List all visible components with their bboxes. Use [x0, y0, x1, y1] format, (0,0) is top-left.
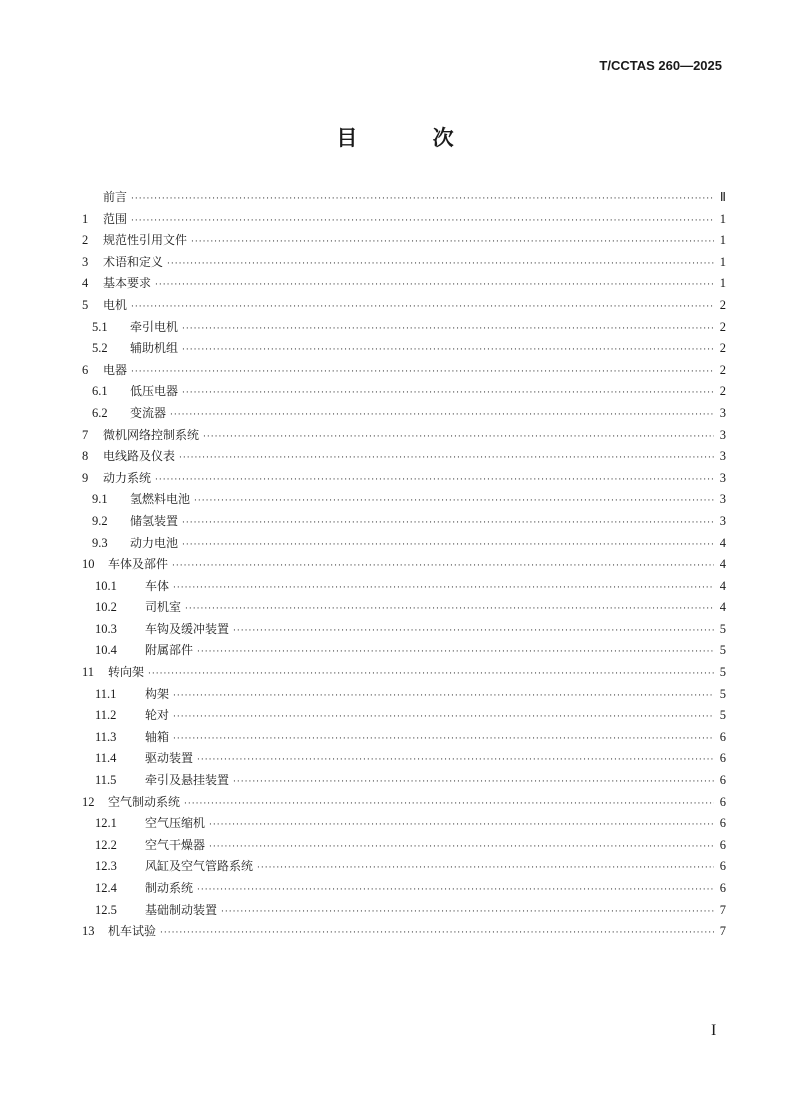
toc-entry-page: 6 [719, 773, 726, 788]
toc-entry[interactable] [82, 576, 726, 598]
toc-entry-title: 司机室 [145, 600, 182, 615]
toc-entry-page: 5 [719, 621, 726, 636]
toc-entry-number: 11 [82, 665, 95, 680]
toc-entry-page: 6 [719, 837, 726, 852]
toc-entry[interactable] [82, 425, 726, 447]
toc-entry-title: 电线路及仪表 [103, 449, 176, 464]
toc-entry-page: 6 [719, 859, 726, 874]
dot-leader [182, 383, 714, 405]
toc-entry[interactable] [82, 792, 726, 814]
toc-entry-page: Ⅱ [719, 190, 726, 204]
toc-entry-number: 12.2 [95, 837, 117, 852]
toc-entry-number: 12.1 [95, 816, 117, 831]
toc-entry-number: 10.3 [95, 621, 117, 636]
toc-entry-number: 5.2 [92, 341, 108, 356]
toc-entry-title: 低压电器 [130, 384, 179, 399]
toc-entry-number: 5 [82, 297, 89, 312]
dot-leader [131, 297, 714, 319]
toc-entry-page: 1 [719, 233, 726, 248]
toc-entry[interactable] [82, 381, 726, 403]
table-of-contents [82, 187, 726, 943]
dot-leader [173, 578, 714, 600]
toc-entry-title: 转向架 [108, 665, 145, 680]
toc-entry-page: 5 [719, 686, 726, 701]
toc-entry-number: 3 [82, 254, 89, 269]
toc-entry-page: 2 [719, 384, 726, 399]
toc-entry-number: 1 [82, 211, 89, 226]
toc-entry-title: 空气压缩机 [145, 816, 206, 831]
toc-entry[interactable] [82, 489, 726, 511]
toc-entry-number: 12 [82, 794, 95, 809]
toc-entry-number: 11.2 [95, 708, 117, 723]
dot-leader [155, 275, 714, 297]
toc-entry-title: 空气制动系统 [108, 794, 181, 809]
toc-entry[interactable] [82, 900, 726, 922]
dot-leader [209, 837, 714, 859]
toc-entry-number: 6.2 [92, 405, 108, 420]
toc-entry[interactable] [82, 770, 726, 792]
dot-leader [182, 319, 714, 341]
toc-entry-title: 牵引及悬挂装置 [145, 773, 230, 788]
toc-entry-title: 储氢装置 [130, 513, 179, 528]
dot-leader [167, 254, 714, 276]
toc-entry-number: 11.4 [95, 751, 117, 766]
toc-entry-number: 9 [82, 470, 89, 485]
dot-leader [197, 750, 714, 772]
dot-leader [131, 211, 714, 233]
toc-entry-title: 前言 [103, 190, 128, 204]
toc-entry-title: 车钩及缓冲装置 [145, 621, 230, 636]
toc-entry[interactable] [82, 856, 726, 878]
toc-entry-title: 氢燃料电池 [130, 492, 191, 507]
dot-leader [257, 858, 714, 880]
toc-entry[interactable] [82, 533, 726, 555]
toc-entry[interactable] [82, 295, 726, 317]
toc-entry[interactable] [82, 813, 726, 835]
dot-leader [233, 772, 714, 794]
toc-entry[interactable] [82, 662, 726, 684]
toc-entry-title: 规范性引用文件 [103, 233, 188, 248]
toc-entry[interactable] [82, 209, 726, 231]
toc-entry-page: 2 [719, 319, 726, 334]
toc-entry-number: 10.2 [95, 600, 117, 615]
toc-entry-page: 5 [719, 643, 726, 658]
toc-entry-page: 6 [719, 794, 726, 809]
toc-entry-number: 6 [82, 362, 89, 377]
toc-entry-title: 变流器 [130, 405, 167, 420]
toc-entry-page: 3 [719, 470, 726, 485]
toc-entry-number: 12.3 [95, 859, 117, 874]
toc-entry-page: 5 [719, 665, 726, 680]
toc-entry[interactable] [82, 360, 726, 382]
toc-entry-title: 机车试验 [108, 924, 157, 939]
page-number: I [711, 1022, 717, 1039]
dot-leader [173, 707, 714, 729]
toc-entry-title: 微机网络控制系统 [103, 427, 200, 442]
dot-leader [233, 621, 714, 643]
toc-entry[interactable] [82, 727, 726, 749]
dot-leader [173, 686, 714, 708]
toc-entry-page: 3 [719, 449, 726, 464]
toc-entry[interactable] [82, 252, 726, 274]
toc-entry[interactable] [82, 511, 726, 533]
toc-entry-page: 6 [719, 729, 726, 744]
toc-entry[interactable] [82, 338, 726, 360]
standard-number: T/CCTAS 260—2025 [599, 58, 722, 73]
toc-entry-page: 4 [719, 535, 726, 550]
toc-entry[interactable] [82, 446, 726, 468]
toc-entry-title: 轮对 [145, 708, 170, 723]
dot-leader [182, 513, 714, 535]
toc-entry-title: 附属部件 [145, 643, 194, 658]
toc-entry-page: 2 [719, 341, 726, 356]
dot-leader [131, 189, 714, 211]
toc-entry-page: 2 [719, 297, 726, 312]
toc-entry-title: 牵引电机 [130, 319, 179, 334]
dot-leader [185, 599, 714, 621]
toc-entry-page: 4 [719, 578, 726, 593]
toc-entry[interactable] [82, 878, 726, 900]
toc-entry[interactable] [82, 597, 726, 619]
toc-entry[interactable] [82, 187, 726, 209]
toc-entry[interactable] [82, 273, 726, 295]
toc-entry-number: 4 [82, 276, 89, 291]
toc-entry-number: 12.5 [95, 902, 117, 917]
toc-entry-number: 5.1 [92, 319, 108, 334]
toc-entry[interactable] [82, 317, 726, 339]
toc-entry-page: 1 [719, 254, 726, 269]
toc-entry[interactable] [82, 921, 726, 943]
dot-leader [203, 427, 714, 449]
toc-entry-number: 2 [82, 233, 89, 248]
toc-entry[interactable] [82, 640, 726, 662]
toc-entry-number: 9.1 [92, 492, 108, 507]
toc-entry-title: 基本要求 [103, 276, 152, 291]
dot-leader [221, 902, 714, 924]
toc-entry-title: 车体 [145, 578, 170, 593]
toc-entry[interactable] [82, 403, 726, 425]
toc-entry-title: 范围 [103, 211, 128, 226]
toc-entry-page: 4 [719, 600, 726, 615]
toc-entry-title: 构架 [145, 686, 170, 701]
dot-leader [184, 794, 714, 816]
dot-leader [194, 491, 714, 513]
toc-entry-number: 10 [82, 557, 95, 572]
toc-entry-title: 制动系统 [145, 881, 194, 895]
toc-entry-number: 9.2 [92, 513, 108, 528]
toc-entry-number: 7 [82, 427, 89, 442]
toc-entry-title: 电器 [103, 362, 128, 377]
toc-entry[interactable] [82, 468, 726, 490]
toc-entry[interactable] [82, 684, 726, 706]
toc-entry[interactable] [82, 554, 726, 576]
toc-entry-page: 3 [719, 405, 726, 420]
dot-leader [155, 470, 714, 492]
dot-leader [148, 664, 714, 686]
dot-leader [182, 340, 714, 362]
toc-entry-page: 7 [719, 924, 726, 939]
toc-entry-page: 5 [719, 708, 726, 723]
toc-entry-number: 10.4 [95, 643, 117, 658]
toc-entry-page: 4 [719, 557, 726, 572]
toc-entry-title: 辅助机组 [130, 341, 179, 356]
toc-entry-title: 基础制动装置 [145, 902, 218, 917]
toc-entry-title: 动力电池 [130, 535, 179, 550]
toc-entry-page: 3 [719, 513, 726, 528]
dot-leader [209, 815, 714, 837]
dot-leader [172, 556, 714, 578]
toc-entry-page: 6 [719, 751, 726, 766]
toc-entry-number: 11.1 [95, 686, 117, 701]
toc-entry[interactable] [82, 705, 726, 727]
toc-entry-page: 6 [719, 816, 726, 831]
toc-entry-page: 6 [719, 881, 726, 895]
toc-entry-title: 车体及部件 [108, 557, 169, 572]
toc-entry-title: 电机 [103, 297, 128, 312]
toc-entry-page: 1 [719, 211, 726, 226]
toc-entry-number: 11.3 [95, 729, 117, 744]
dot-leader [191, 232, 714, 254]
toc-entry-number: 10.1 [95, 578, 117, 593]
toc-entry[interactable] [82, 619, 726, 641]
toc-entry-number: 8 [82, 449, 89, 464]
toc-entry-page: 3 [719, 492, 726, 507]
toc-entry[interactable] [82, 230, 726, 252]
page-title: 目 次 [336, 126, 488, 150]
toc-entry-page: 1 [719, 276, 726, 291]
toc-entry[interactable] [82, 748, 726, 770]
dot-leader [197, 642, 714, 664]
dot-leader [182, 535, 714, 557]
dot-leader [173, 729, 714, 751]
toc-entry-page: 2 [719, 362, 726, 377]
toc-entry-page: 7 [719, 902, 726, 917]
toc-entry-number: 6.1 [92, 384, 108, 399]
toc-entry-title: 风缸及空气管路系统 [145, 859, 254, 874]
toc-entry-title: 空气干燥器 [145, 837, 206, 852]
dot-leader [197, 880, 714, 902]
toc-entry-number: 11.5 [95, 773, 117, 788]
toc-entry-title: 术语和定义 [103, 254, 164, 269]
dot-leader [170, 405, 714, 427]
toc-entry[interactable] [82, 835, 726, 857]
toc-entry-number: 9.3 [92, 535, 108, 550]
dot-leader [160, 923, 714, 945]
dot-leader [179, 448, 714, 470]
toc-entry-title: 动力系统 [103, 470, 152, 485]
toc-entry-title: 轴箱 [145, 729, 170, 744]
dot-leader [131, 362, 714, 384]
toc-entry-number: 13 [82, 924, 95, 939]
toc-entry-page: 3 [719, 427, 726, 442]
toc-entry-title: 驱动装置 [145, 751, 194, 766]
toc-entry-number: 12.4 [95, 881, 117, 895]
